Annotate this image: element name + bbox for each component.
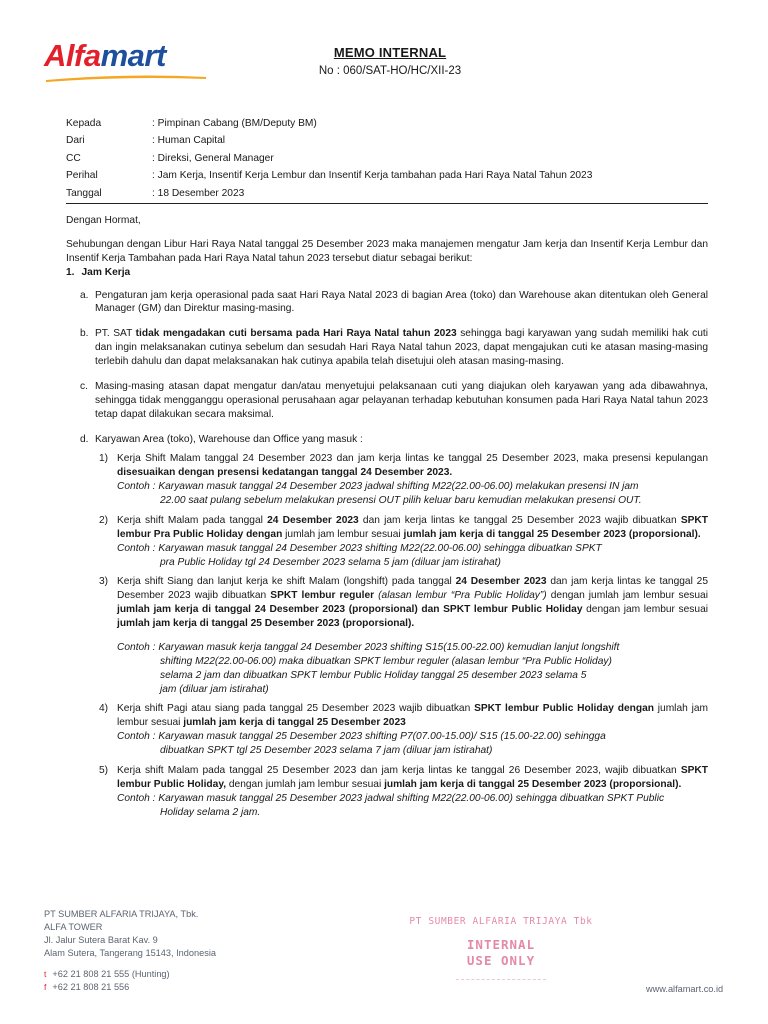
footer-url: www.alfamart.co.id	[646, 984, 724, 994]
footer-phone: t +62 21 808 21 555 (Hunting)	[44, 969, 170, 980]
sub-item-1: 1) Kerja Shift Malam tanggal 24 Desember 2023 dan jam kerja lintas ke tanggal 25 Desember 2023, maka presensi kepulangan disesuaikan dengan presensi kedatangan tanggal 24 Desember 2023. Contoh : Karyawan masuk tanggal 24 Desember 2023 jadwal shifting M22(22.00-06.00) melakukan presensi IN jam 22.00 saat pulang sebelum melakukan presensi OUT pilih keluar baru kemudian melakukan presensi OUT.	[99, 453, 708, 506]
memo-meta	[66, 115, 706, 203]
memo-header	[300, 44, 480, 79]
meta-row-kepada: Kepada : Pimpinan Cabang (BM/Deputy BM)	[66, 117, 317, 129]
fax-icon: f	[44, 982, 47, 993]
logo-mart: mart	[100, 38, 166, 73]
footer-tower: ALFA TOWER	[44, 922, 103, 933]
greeting: Dengan Hormat,	[66, 215, 141, 226]
stamp-use-only: USE ONLY	[466, 953, 536, 969]
example-1: Contoh : Karyawan masuk tanggal 24 Desember 2023 jadwal shifting M22(22.00-06.00) melakukan presensi IN jam 22.00 saat pulang sebelum melakukan presensi OUT pilih keluar baru kemudian melakukan presensi OUT.	[117, 481, 642, 506]
sub-item-2: 2) Kerja shift Malam pada tanggal 24 Desember 2023 dan jam kerja lintas ke tanggal 25 Desember 2023 wajib dibuatkan SPKT lembur Pra Public Holiday dengan jumlah jam lembur sesuai jumlah jam kerja di tanggal 25 Desember 2023 (proporsional). Contoh : Karyawan masuk tanggal 24 Desember 2023 shifting M22(22.00-06.00) sehingga dibuatkan SPKT pra Public Holiday tgl 24 Desember 2023 selama 5 jam (diluar jam istirahat)	[99, 514, 709, 568]
footer-address	[44, 908, 216, 994]
item-b: b. PT. SAT tidak mengadakan cuti bersama pada Hari Raya Natal tahun 2023 sehingga bagi karyawan yang sudah memiliki hak cuti dan ingin melaksanakan cutinya sebelum dan sesudah Hari Raya Natal tahun 2023, dapat mengajukan cuti ke atasan masing-masing terlebih dahulu dan dapat melaksanakan hak cutinya apabila telah disetujui oleh atasan masing-masing.	[80, 328, 708, 367]
item-c: c. Masing-masing atasan dapat mengatur dan/atau menyetujui pelaksanaan cuti yang diajukan oleh karyawan yang ada dibawahnya, sehingga tidak mengganggu operasional perusahaan agar pelayanan terhadap kebutuhan konsumen pada Hari Raya Natal tahun 2023 tetap dapat dilakukan secara maksimal.	[80, 380, 708, 420]
logo-wordmark	[44, 40, 214, 71]
footer-addr2: Alam Sutera, Tangerang 15143, Indonesia	[44, 948, 216, 959]
alfamart-logo	[44, 40, 214, 90]
item-a: a. Pengaturan jam kerja operasional pada saat Hari Raya Natal 2023 di bagian Area (toko) dan Warehouse akan ditentukan oleh General Manager (GM) dan Direktur masing-masing.	[80, 289, 708, 315]
example-2: Contoh : Karyawan masuk tanggal 24 Desember 2023 shifting M22(22.00-06.00) sehingga dibuatkan SPKT pra Public Holiday tgl 24 Desember 2023 selama 5 jam (diluar jam istirahat)	[117, 542, 602, 568]
sub-item-4: 4) Kerja shift Pagi atau siang pada tanggal 25 Desember 2023 wajib dibuatkan SPKT lembur Public Holiday dengan jumlah jam lembur sesuai jumlah jam kerja di tanggal 25 Desember 2023 Contoh : Karyawan masuk tanggal 25 Desember 2023 shifting P7(07.00-15.00)/ S15 (15.00-22.00) sehingga dibuatkan SPKT tgl 25 Desember 2023 selama 7 jam (diluar jam istirahat)	[99, 703, 708, 756]
meta-row-perihal: Perihal : Jam Kerja, Insentif Kerja Lembur dan Insentif Kerja tambahan pada Hari Raya Natal Tahun 2023	[66, 170, 593, 182]
stamp-internal: INTERNAL	[466, 936, 536, 952]
footer-company: PT SUMBER ALFARIA TRIJAYA, Tbk.	[44, 909, 199, 919]
meta-row-dari: Dari : Human Capital	[66, 135, 226, 147]
footer-addr1: Jl. Jalur Sutera Barat Kav. 9	[44, 935, 158, 946]
logo-alfa: Alfa	[44, 38, 101, 73]
sub-item-3: 3) Kerja shift Siang dan lanjut kerja ke shift Malam (longshift) pada tanggal 24 Desember 2023 dan jam kerja lintas ke tanggal 25 Desember 2023 wajib dibuatkan SPKT lembur reguler (alasan lembur “Pra Public Holiday”) dengan jumlah jam lembur sesuai jumlah jam kerja di tanggal 24 Desember 2023 (proporsional) dan SPKT lembur Public Holiday dengan jam lembur sesuai jumlah jam kerja di tanggal 25 Desember 2023 (proporsional).	[99, 576, 709, 629]
logo-swoosh-icon	[46, 74, 206, 82]
footer-fax: f +62 21 808 21 556	[44, 982, 130, 993]
memo-number: No : 060/SAT-HO/HC/XII-23	[318, 64, 462, 77]
example-5: Contoh : Karyawan masuk tanggal 25 Desember 2023 jadwal shifting M22(22.00-06.00) sehingga dibuatkan SPKT Public Holiday selama 2 jam.	[117, 792, 665, 818]
internal-use-stamp	[396, 916, 606, 980]
section-heading: 1. Jam Kerja	[66, 266, 131, 278]
intro-paragraph: Sehubungan dengan Libur Hari Raya Natal tanggal 25 Desember 2023 maka manajemen mengatur Jam kerja dan Insentif Kerja Lembur dan Insentif Kerja Tambahan pada Hari Raya Natal tahun 2023 tersebut diatur sebagai berikut:	[66, 238, 708, 264]
sub-item-5: 5) Kerja shift Malam pada tanggal 25 Desember 2023 dan jam kerja lintas ke tanggal 26 Desember 2023, wajib dibuatkan SPKT lembur Public Holiday, dengan jumlah jam lembur sesuai jumlah jam kerja di tanggal 25 Desember 2023 (proporsional). Contoh : Karyawan masuk tanggal 25 Desember 2023 jadwal shifting M22(22.00-06.00) sehingga dibuatkan SPKT Public Holiday selama 2 jam.	[99, 764, 708, 818]
meta-row-tanggal: Tanggal : 18 Desember 2023	[66, 187, 245, 199]
stamp-company: PT SUMBER ALFARIA TRIJAYA Tbk	[409, 916, 593, 927]
stamp-dotted-line	[456, 979, 546, 980]
phone-icon: t	[44, 969, 47, 980]
example-3: Contoh : Karyawan masuk kerja tanggal 24 Desember 2023 shifting S15(15.00-22.00) kemudian lanjut longshift shifting M22(22.00-06.00) maka dibuatkan SPKT lembur reguler (alasan lembur “Pra Public Holiday) selama 2 jam dan dibuatkan SPKT lembur Public Holiday tanggal 25 desember 2023 selama 5 jam (diluar jam istirahat)	[117, 641, 620, 695]
memo-body	[66, 213, 708, 825]
header-divider	[66, 203, 708, 204]
example-4: Contoh : Karyawan masuk tanggal 25 Desember 2023 shifting P7(07.00-15.00)/ S15 (15.00-22.00) sehingga dibuatkan SPKT tgl 25 Desember 2023 selama 7 jam (diluar jam istirahat)	[117, 731, 606, 756]
item-d: d. Karyawan Area (toko), Warehouse dan Office yang masuk :	[80, 433, 363, 445]
meta-row-cc: CC : Direksi, General Manager	[66, 152, 274, 164]
memo-title: MEMO INTERNAL	[333, 45, 447, 60]
